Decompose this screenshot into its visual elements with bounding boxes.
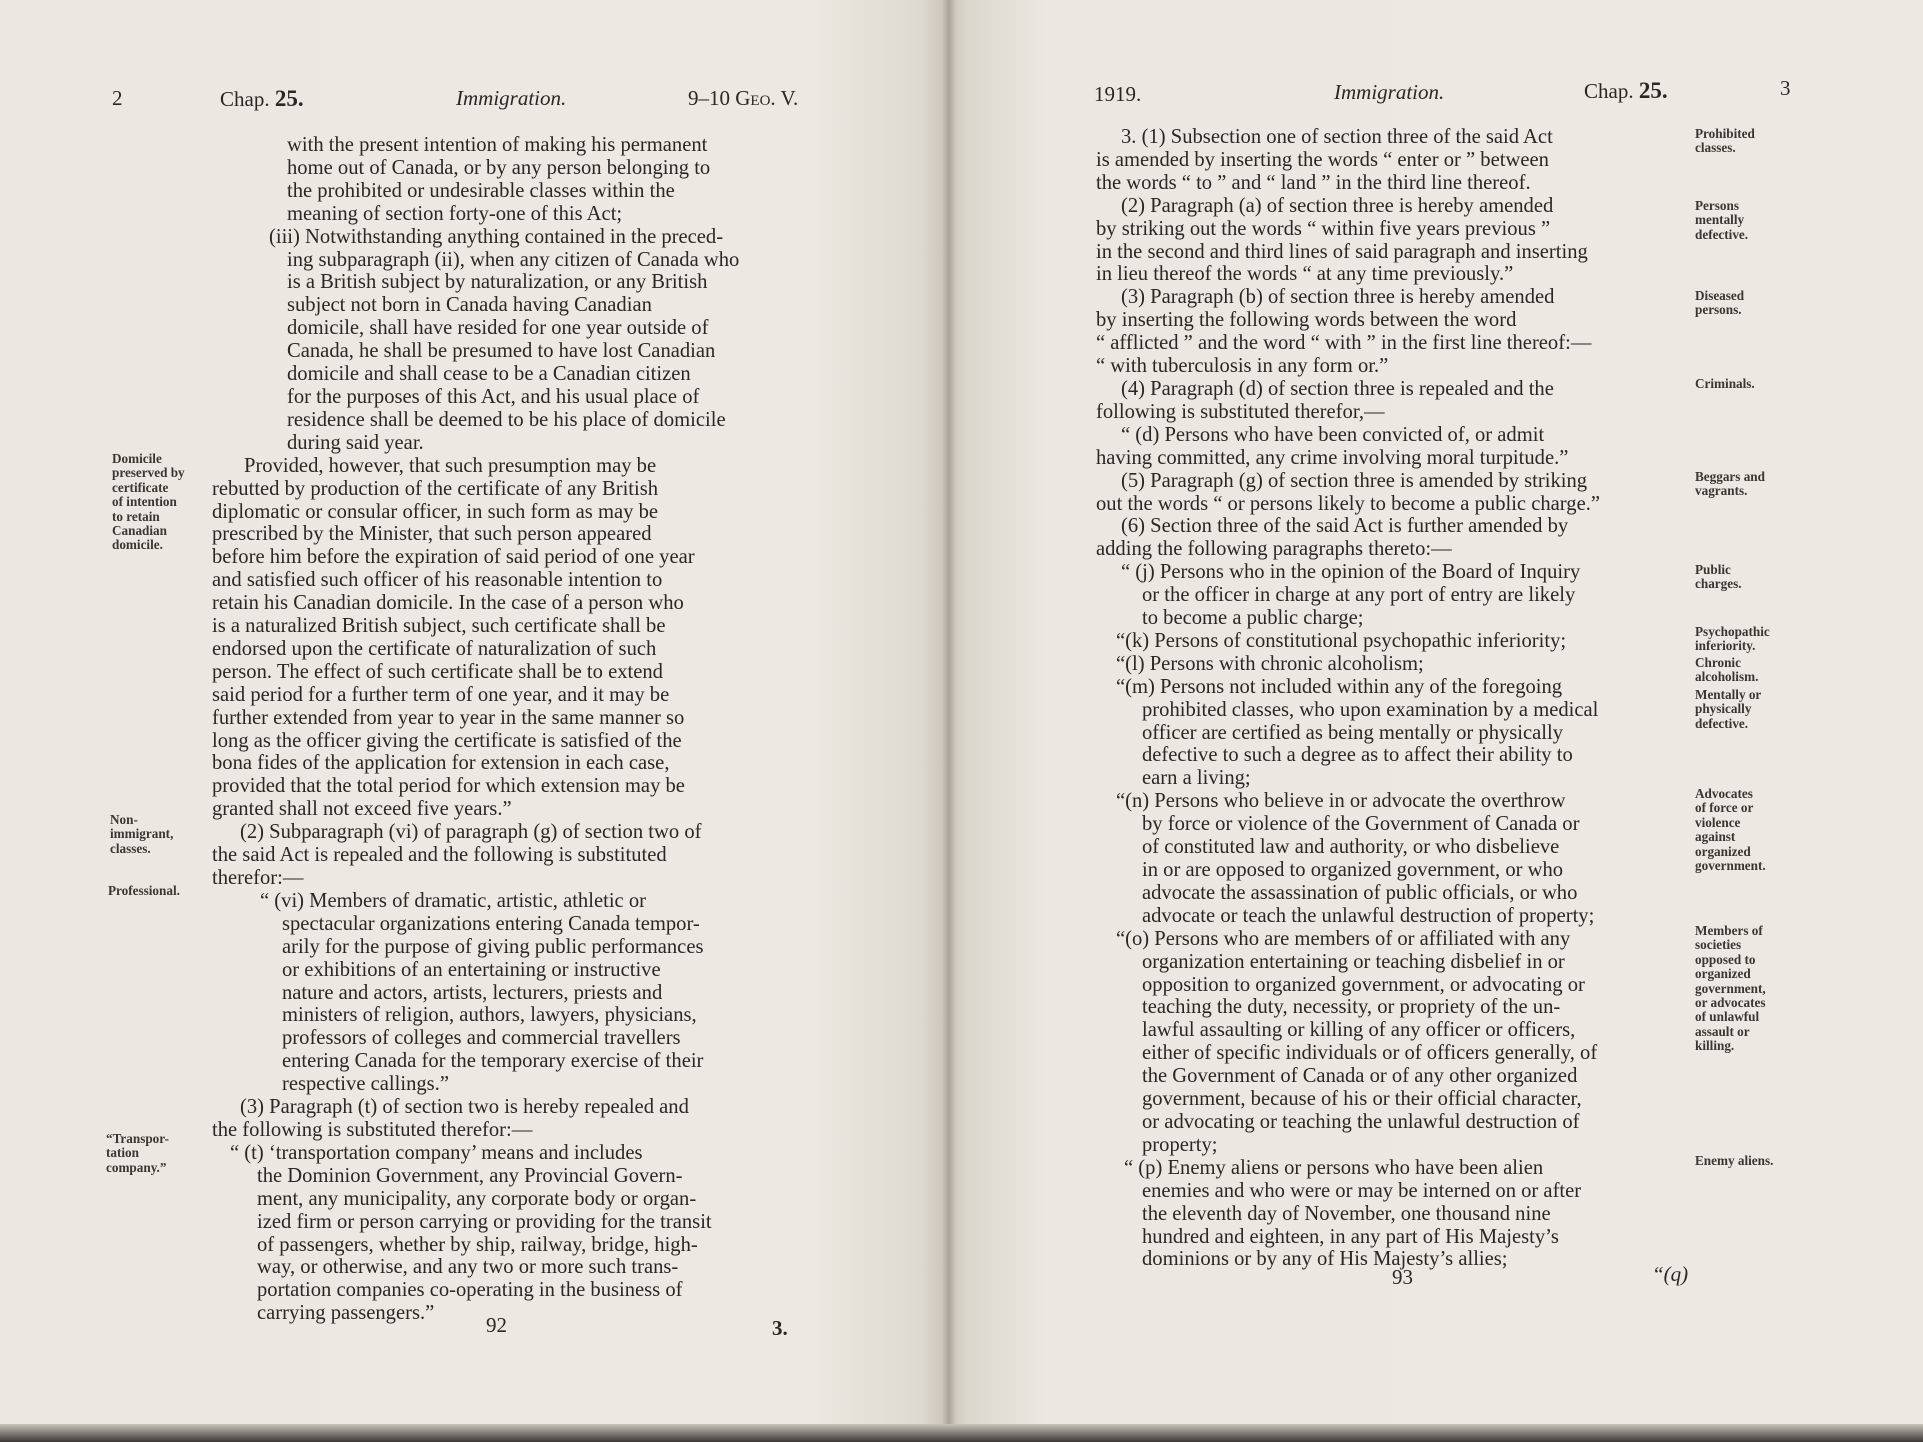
- text-line: or exhibitions of an entertaining or instructive: [282, 958, 661, 981]
- right-body-text: [1096, 126, 1641, 1271]
- text-line: 3. (1) Subsection one of section three of the said Act: [1121, 126, 1553, 148]
- text-line: ministers of religion, authors, lawyers, physicians,: [282, 1004, 697, 1027]
- text-line: arily for the purpose of giving public performances: [282, 935, 704, 958]
- text-line: adding the following paragraphs thereto:—: [1096, 538, 1452, 561]
- text-line: (4) Paragraph (d) of section three is repealed and the: [1121, 377, 1554, 400]
- margin-note-members-of-societies: Members of societies opposed to organized government, or advocates of unlawful assault or killing.: [1695, 923, 1766, 1054]
- text-line: is a British subject by naturalization, or any British: [287, 271, 708, 294]
- text-line: “(m) Persons not included within any of the foregoing: [1116, 675, 1563, 698]
- text-line: of constituted law and authority, or who disbelieve: [1142, 836, 1560, 859]
- text-line: nature and actors, artists, lecturers, priests and: [282, 981, 663, 1004]
- margin-note-prohibited-classes: Prohibited classes.: [1695, 126, 1755, 156]
- text-line: “ afflicted ” and the word “ with ” in the first line thereof:—: [1096, 332, 1592, 355]
- left-folio: 92: [486, 1313, 507, 1337]
- text-line: therefor:—: [212, 867, 304, 889]
- margin-note-diseased-persons: Diseased persons.: [1695, 288, 1745, 318]
- text-line: by force or violence of the Government of Canada or: [1142, 813, 1580, 836]
- text-line: (6) Section three of the said Act is further amended by: [1121, 515, 1569, 538]
- right-catchword: “(q): [1652, 1262, 1689, 1286]
- text-line: (2) Paragraph (a) of section three is hereby amended: [1121, 194, 1554, 217]
- text-line: “(n) Persons who believe in or advocate the overthrow: [1116, 790, 1566, 813]
- text-line: or advocating or teaching the unlawful destruction of: [1142, 1110, 1580, 1133]
- text-line: out the words “ or persons likely to become a public charge.”: [1096, 492, 1601, 515]
- margin-note-chronic-alcoholism: Chronic alcoholism.: [1695, 655, 1759, 685]
- text-line: person. The effect of such certificate shall be to extend: [212, 660, 663, 683]
- text-line: the words “ to ” and “ land ” in the third line thereof.: [1096, 171, 1531, 194]
- text-line: residence shall be deemed to be his place of domicile: [287, 408, 726, 431]
- margin-note-mentally-or-physically-defective: Mentally or physically defective.: [1695, 687, 1762, 731]
- right-year: 1919.: [1094, 82, 1142, 106]
- text-line: the prohibited or undesirable classes within the: [287, 179, 675, 202]
- text-line: or the officer in charge at any port of entry are likely: [1142, 584, 1576, 607]
- text-line: in or are opposed to organized government, or who: [1142, 859, 1564, 881]
- left-body-text: [212, 134, 812, 1325]
- text-line: (iii) Notwithstanding anything contained in the preced-: [269, 225, 724, 248]
- text-line: way, or otherwise, and any two or more such trans-: [257, 1256, 679, 1279]
- text-line: provided that the total period for which extension may be: [212, 775, 685, 798]
- text-line: advocate the assassination of public officials, or who: [1142, 881, 1578, 904]
- text-line: home out of Canada, or by any person belonging to: [287, 156, 711, 179]
- text-line: domicile and shall cease to be a Canadian citizen: [287, 363, 691, 386]
- text-line: earn a living;: [1142, 767, 1251, 790]
- text-line: respective callings.”: [282, 1073, 449, 1096]
- text-line: ing subparagraph (ii), when any citizen of Canada who: [287, 248, 740, 271]
- text-line: “ with tuberculosis in any form or.”: [1096, 355, 1389, 378]
- text-line: before him before the expiration of said period of one year: [212, 546, 695, 569]
- text-line: following is substituted therefor,—: [1096, 400, 1385, 423]
- text-line: entering Canada for the temporary exercise of their: [282, 1050, 704, 1073]
- text-line: defective to such a degree as to affect their ability to: [1142, 744, 1573, 767]
- margin-note-criminals: Criminals.: [1695, 376, 1755, 391]
- right-chapter-label: [1584, 78, 1668, 104]
- margin-note-persons-mentally-defective: Persons mentally defective.: [1695, 198, 1749, 242]
- left-page-number: 2: [112, 86, 123, 110]
- text-line: “ (t) ‘transportation company’ means and includes: [230, 1141, 643, 1164]
- text-line: “(k) Persons of constitutional psychopathic inferiority;: [1116, 629, 1567, 652]
- left-chapter-label: [220, 86, 304, 112]
- text-line: property;: [1142, 1133, 1218, 1156]
- text-line: rebutted by production of the certificate of any British: [212, 477, 659, 500]
- text-line: (3) Paragraph (t) of section two is hereby repealed and: [240, 1096, 689, 1119]
- text-line: long as the officer giving the certificate is satisfied of the: [212, 729, 682, 752]
- chapter-number: 25.: [274, 86, 304, 111]
- text-line: hundred and eighteen, in any part of His Majesty’s: [1142, 1225, 1559, 1248]
- text-line: “(o) Persons who are members of or affiliated with any: [1116, 927, 1571, 950]
- text-line: is a naturalized British subject, such certificate shall be: [212, 615, 666, 638]
- text-line: meaning of section forty-one of this Act;: [287, 202, 623, 225]
- text-line: “ (vi) Members of dramatic, artistic, athletic or: [260, 889, 646, 912]
- text-line: the eleventh day of November, one thousand nine: [1142, 1202, 1551, 1225]
- text-line: in lieu thereof the words “ at any time previously.”: [1096, 263, 1514, 286]
- left-regnal-year: 9–10 Geo. V.: [688, 86, 799, 110]
- text-line: further extended from year to year in the same manner so: [212, 706, 685, 729]
- right-running-title: Immigration.: [1334, 80, 1445, 104]
- text-line: subject not born in Canada having Canadian: [287, 294, 652, 317]
- text-line: either of specific individuals or of officers generally, of: [1142, 1042, 1598, 1065]
- text-line: prohibited classes, who upon examination by a medical: [1142, 698, 1599, 721]
- margin-note-non-immigrant: Non- immigrant, classes.: [110, 812, 174, 856]
- text-line: (2) Subparagraph (vi) of paragraph (g) of section two of: [240, 821, 702, 844]
- text-line: “ (p) Enemy aliens or persons who have been alien: [1124, 1156, 1544, 1179]
- text-line: the Government of Canada or of any other organized: [1142, 1065, 1578, 1088]
- left-page: [0, 0, 948, 1442]
- right-folio: 93: [1392, 1265, 1413, 1289]
- text-line: the following is substituted therefor:—: [212, 1118, 533, 1141]
- text-line: organization entertaining or teaching disbelief in or: [1142, 950, 1565, 973]
- margin-note-enemy-aliens: Enemy aliens.: [1695, 1153, 1774, 1168]
- text-line: the Dominion Government, any Provincial Govern-: [257, 1164, 683, 1187]
- text-line: bona fides of the application for extension in each case,: [212, 752, 670, 775]
- text-line: “(l) Persons with chronic alcoholism;: [1116, 652, 1424, 675]
- text-line: by inserting the following words between the word: [1096, 309, 1517, 332]
- text-line: Canada, he shall be presumed to have lost Canadian: [287, 340, 716, 363]
- text-line: lawful assaulting or killing of any officer or officers,: [1142, 1019, 1576, 1042]
- text-line: Provided, however, that such presumption may be: [244, 454, 657, 477]
- text-line: during said year.: [287, 431, 424, 454]
- margin-note-beggars-and-vagrants: Beggars and vagrants.: [1695, 469, 1765, 499]
- text-line: prescribed by the Minister, that such person appeared: [212, 523, 652, 546]
- left-running-title: Immigration.: [456, 86, 567, 110]
- margin-note-psychopathic-inferiority: Psychopathic inferiority.: [1695, 624, 1770, 654]
- chapter-prefix: Chap.: [1584, 79, 1634, 103]
- text-line: carrying passengers.”: [257, 1302, 435, 1325]
- text-line: opposition to organized government, or advocating or: [1142, 973, 1585, 996]
- right-page: [948, 0, 1923, 1442]
- text-line: spectacular organizations entering Canada tempor-: [282, 912, 700, 935]
- text-line: in the second and third lines of said paragraph and inserting: [1096, 240, 1588, 263]
- text-line: professors of colleges and commercial travellers: [282, 1027, 681, 1050]
- chapter-prefix: Chap.: [220, 87, 270, 111]
- right-page-number: 3: [1780, 76, 1791, 100]
- text-line: and satisfied such officer of his reasonable intention to: [212, 569, 663, 592]
- text-line: having committed, any crime involving moral turpitude.”: [1096, 446, 1569, 469]
- text-line: dominions or by any of His Majesty’s allies;: [1142, 1248, 1508, 1271]
- margin-note-domicile: Domicile preserved by certificate of intention to retain Canadian domicile.: [112, 451, 185, 553]
- text-line: said period for a further term of one year, and it may be: [212, 683, 670, 706]
- text-line: diplomatic or consular officer, in such form as may be: [212, 500, 659, 523]
- margin-note-professional: Professional.: [108, 883, 180, 898]
- text-line: domicile, shall have resided for one year outside of: [287, 317, 709, 340]
- text-line: (3) Paragraph (b) of section three is hereby amended: [1121, 286, 1555, 309]
- text-line: enemies and who were or may be interned on or after: [1142, 1179, 1582, 1202]
- text-line: ment, any municipality, any corporate body or organ-: [257, 1187, 697, 1210]
- text-line: retain his Canadian domicile. In the case of a person who: [212, 592, 684, 615]
- text-line: to become a public charge;: [1142, 607, 1364, 630]
- text-line: of passengers, whether by ship, railway, bridge, high-: [257, 1233, 698, 1256]
- text-line: endorsed upon the certificate of naturalization of such: [212, 637, 657, 660]
- book-gutter: [942, 0, 956, 1442]
- text-line: portation companies co-operating in the business of: [257, 1279, 683, 1302]
- text-line: with the present intention of making his permanent: [287, 134, 708, 156]
- text-line: (5) Paragraph (g) of section three is amended by striking: [1121, 469, 1588, 492]
- text-line: advocate or teach the unlawful destruction of property;: [1142, 904, 1595, 927]
- text-line: teaching the duty, necessity, or propriety of the un-: [1142, 996, 1561, 1019]
- text-line: officer are certified as being mentally or physically: [1142, 721, 1564, 744]
- text-line: the said Act is repealed and the following is substituted: [212, 844, 667, 867]
- margin-note-advocates-of-force: Advocates of force or violence against organized government.: [1695, 786, 1766, 874]
- text-line: is amended by inserting the words “ enter or ” between: [1096, 148, 1549, 171]
- page-bottom-edge: [0, 1424, 1923, 1442]
- margin-note-public-charges: Public charges.: [1695, 562, 1742, 592]
- text-line: “ (j) Persons who in the opinion of the Board of Inquiry: [1121, 561, 1581, 584]
- text-line: government, because of his or their official character,: [1142, 1088, 1582, 1111]
- text-line: ized firm or person carrying or providing for the transit: [257, 1210, 712, 1233]
- left-catchword: 3.: [772, 1316, 788, 1340]
- text-line: for the purposes of this Act, and his usual place of: [287, 385, 700, 408]
- margin-note-transportation-company: “Transpor- tation company.”: [106, 1131, 170, 1175]
- text-line: “ (d) Persons who have been convicted of, or admit: [1121, 423, 1545, 446]
- text-line: granted shall not exceed five years.”: [212, 798, 512, 821]
- chapter-number: 25.: [1638, 78, 1668, 103]
- text-line: by striking out the words “ within five years previous ”: [1096, 217, 1551, 240]
